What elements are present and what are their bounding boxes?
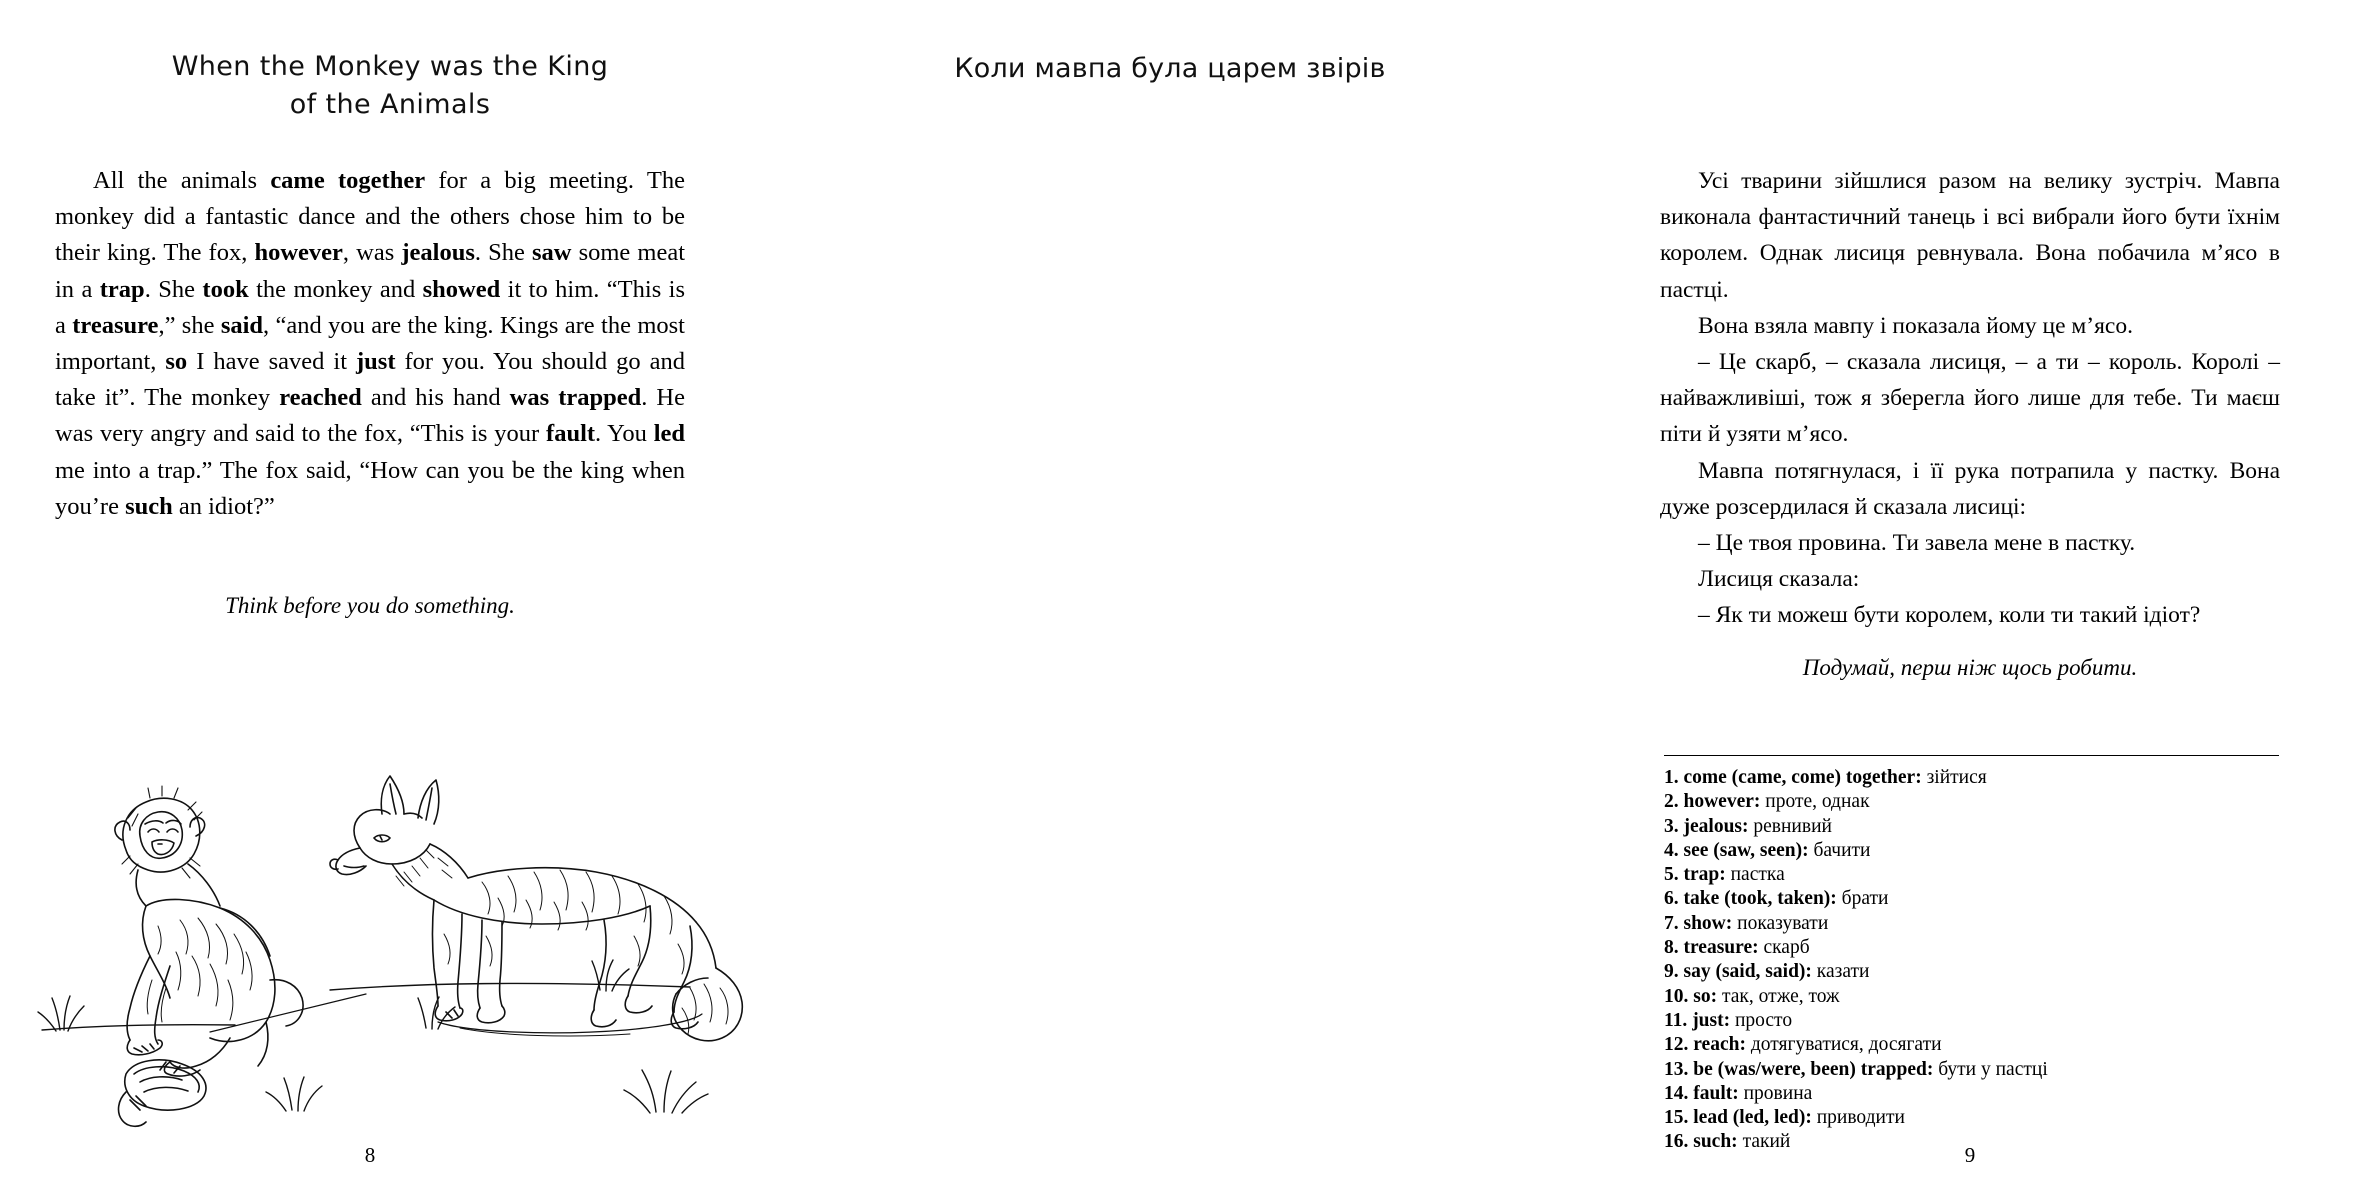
glossary-number: 13. <box>1664 1058 1689 1080</box>
story-text-ukrainian <box>1660 163 2280 634</box>
story-text-english <box>55 163 685 525</box>
glossary-term: just: <box>1692 1009 1731 1031</box>
glossary-number: 16. <box>1664 1131 1689 1153</box>
glossary-item <box>1664 839 2279 863</box>
page-number-left: 8 <box>364 1143 376 1167</box>
glossary-term: take (took, taken): <box>1683 888 1837 910</box>
glossary-item <box>1664 912 2279 936</box>
story-paragraph-ukrainian: Усі тварини зійшлися разом на велику зустріч. Мавпа виконала фантастичний танець і всі вибрали його бути їхнім королем. Однак лисиця ревнувала. Вона побачила м’ясо в пастці. <box>1660 168 2280 303</box>
glossary-item <box>1664 960 2279 984</box>
glossary-item <box>1664 1106 2279 1130</box>
glossary-number: 11. <box>1664 1009 1688 1031</box>
grass-tuft <box>592 960 629 991</box>
left-page <box>0 0 780 1200</box>
glossary-number: 7. <box>1664 912 1679 934</box>
glossary-item <box>1664 1009 2279 1033</box>
glossary-term: so: <box>1693 985 1718 1007</box>
glossary-term: reach: <box>1693 1034 1746 1056</box>
glossary-number: 3. <box>1664 815 1679 837</box>
glossary-definition: проте, однак <box>1765 791 1870 813</box>
glossary-definition: зійтися <box>1926 767 1987 788</box>
grass-tuft <box>418 997 455 1029</box>
glossary-definition: брати <box>1841 888 1889 910</box>
glossary-item <box>1664 1082 2279 1106</box>
monkey-and-fox-illustration <box>30 740 750 1140</box>
story-paragraph-ukrainian: – Як ти можеш бути королем, коли ти такий ідіот? <box>1698 602 2201 629</box>
glossary-definition: приводити <box>1816 1107 1905 1129</box>
glossary-definition: казати <box>1816 961 1870 983</box>
page-number-right: 9 <box>1964 1143 1976 1167</box>
glossary-item <box>1664 936 2279 960</box>
glossary-number: 5. <box>1664 864 1679 886</box>
glossary-number: 15. <box>1664 1107 1689 1129</box>
glossary-term: fault: <box>1693 1082 1739 1104</box>
glossary-term: trap: <box>1683 864 1726 886</box>
glossary-definition: так, отже, тож <box>1721 985 1840 1007</box>
glossary-number: 6. <box>1664 888 1679 910</box>
glossary-number: 9. <box>1664 961 1679 983</box>
grass-tuft <box>624 1070 708 1113</box>
glossary-divider <box>1664 755 2279 756</box>
page-title-ukrainian: Коли мавпа була царем звірів <box>954 53 1386 84</box>
glossary-item <box>1664 887 2279 911</box>
glossary-term: lead (led, led): <box>1693 1107 1812 1129</box>
title-line-1: When the Monkey was the King <box>171 51 609 82</box>
story-paragraph-ukrainian: – Це твоя провина. Ти завела мене в пастку. <box>1698 530 2136 557</box>
glossary-definition: дотягуватися, досягати <box>1750 1034 1942 1056</box>
glossary-definition: провина <box>1743 1082 1813 1104</box>
grass-tuft <box>266 1077 322 1111</box>
glossary-number: 4. <box>1664 839 1679 861</box>
glossary-definition: показувати <box>1737 912 1829 934</box>
glossary-item <box>1664 790 2279 814</box>
glossary-term: however: <box>1683 791 1761 813</box>
glossary-definition: скарб <box>1763 937 1810 959</box>
story-paragraph-english: All the animals came together for a big meeting. The monkey did a fantastic dance and the others chose him to be their king. The fox, however, was jealous. She saw some meat in a trap. She took the monkey and showed it to him. “This is a treasure,” she said, “and you are the king. Kings are the most important, so I have saved it just for you. You should go and take it”. The monkey reached and his hand was trapped. He was very angry and said to the fox, “This is your fault. You led me into a trap.” The fox said, “How can you be the king when you’re such an idiot?” <box>55 167 686 520</box>
glossary-item <box>1664 815 2279 839</box>
glossary-item <box>1664 985 2279 1009</box>
title-line-2: of the Animals <box>289 89 491 120</box>
glossary-term: come (came, come) together: <box>1683 767 1922 788</box>
glossary-term: show: <box>1683 912 1733 934</box>
glossary-term: say (said, said): <box>1683 961 1812 983</box>
moral-english: Think before you do something. <box>225 593 515 618</box>
glossary-number: 12. <box>1664 1034 1689 1056</box>
glossary-definition: бути у пастці <box>1938 1058 2048 1080</box>
glossary-definition: бачити <box>1813 839 1871 861</box>
glossary-list <box>1664 766 2279 1155</box>
story-paragraph-ukrainian: Вона взяла мавпу і показала йому це м’ясо. <box>1698 312 2133 339</box>
glossary-item <box>1664 863 2279 887</box>
glossary-item <box>1664 766 2279 790</box>
glossary-number: 8. <box>1664 937 1679 959</box>
page-title-english <box>60 48 720 124</box>
glossary-definition: ревнивий <box>1753 815 1832 837</box>
moral-ukrainian: Подумай, перш ніж щось робити. <box>1802 655 2138 680</box>
glossary-term: be (was/were, been) trapped: <box>1693 1058 1934 1080</box>
glossary-number: 14. <box>1664 1082 1689 1104</box>
story-paragraph-ukrainian: Лисиця сказала: <box>1698 566 1860 593</box>
fox-figure <box>330 776 742 1041</box>
animal-trap <box>119 1060 206 1126</box>
glossary-definition: пастка <box>1730 864 1785 886</box>
glossary-item <box>1664 1058 2279 1082</box>
story-paragraph-ukrainian: – Це скарб, – сказала лисиця, – а ти – король. Королі – найважливіші, тож я зберегла його лише для тебе. Ти маєш піти й узяти м’ясо. <box>1660 349 2280 448</box>
glossary-definition: просто <box>1734 1009 1793 1031</box>
glossary-definition: такий <box>1742 1131 1791 1153</box>
glossary-term: such: <box>1693 1131 1738 1153</box>
right-page <box>780 0 2280 1200</box>
glossary-term: see (saw, seen): <box>1683 839 1809 861</box>
grass-tuft <box>38 996 84 1031</box>
glossary-term: treasure: <box>1683 937 1759 959</box>
glossary-term: jealous: <box>1683 815 1749 837</box>
glossary-number: 1. <box>1664 767 1679 788</box>
monkey-figure <box>115 786 303 1126</box>
glossary-number: 2. <box>1664 791 1679 813</box>
glossary <box>1664 755 2279 1155</box>
glossary-item <box>1664 1033 2279 1057</box>
glossary-number: 10. <box>1664 985 1689 1007</box>
story-paragraph-ukrainian: Мавпа потягнулася, і її рука потрапила у пастку. Вона дуже розсердилася й сказала лисиці: <box>1660 457 2280 520</box>
